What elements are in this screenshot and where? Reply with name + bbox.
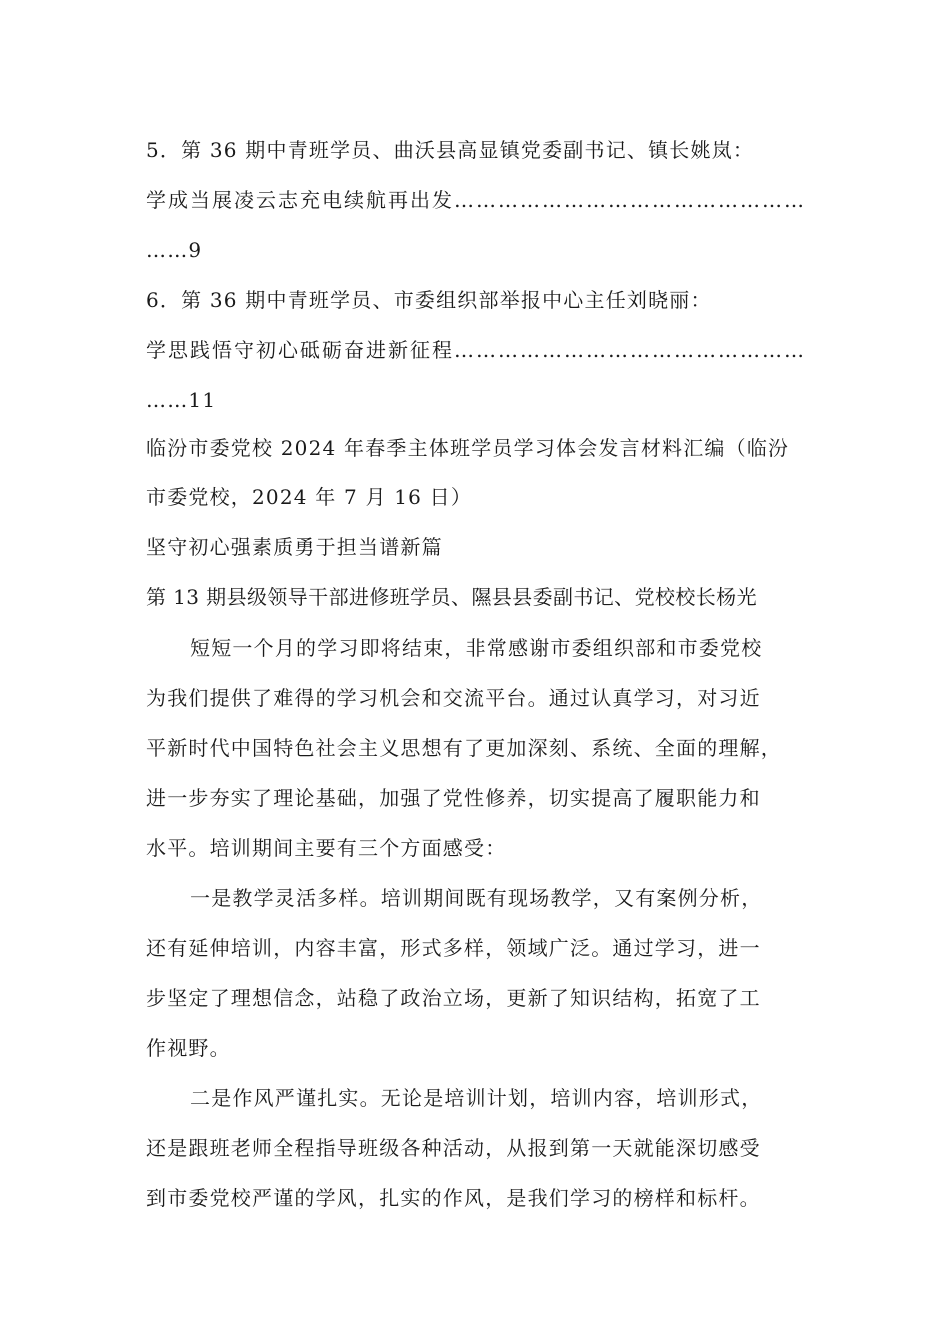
paragraph-2-line-1: 一是教学灵活多样。培训期间既有现场教学，又有案例分析，: [190, 886, 763, 910]
toc-entry-5-page: ……9: [146, 238, 203, 262]
toc-entry-5-heading: 5．第 36 期中青班学员、曲沃县高显镇党委副书记、镇长姚岚：: [146, 138, 755, 162]
paragraph-1-line-1: 短短一个月的学习即将结束，非常感谢市委组织部和市委党校: [190, 636, 763, 660]
toc-entry-6-page: ……11: [146, 388, 217, 412]
article-author: 第 13 期县级领导干部进修班学员、隰县县委副书记、党校校长杨光: [146, 585, 757, 609]
compilation-title-line-2: 市委党校，2024 年 7 月 16 日）: [146, 485, 473, 509]
paragraph-3-line-1: 二是作风严谨扎实。无论是培训计划，培训内容，培训形式，: [190, 1086, 763, 1110]
paragraph-2-line-4: 作视野。: [146, 1036, 231, 1060]
paragraph-3-line-2: 还是跟班老师全程指导班级各种活动，从报到第一天就能深切感受: [146, 1136, 761, 1160]
paragraph-1-line-5: 水平。培训期间主要有三个方面感受：: [146, 836, 507, 860]
paragraph-1-line-2: 为我们提供了难得的学习机会和交流平台。通过认真学习，对习近: [146, 686, 761, 710]
compilation-title-line-1: 临汾市委党校 2024 年春季主体班学员学习体会发言材料汇编（临汾: [146, 436, 790, 460]
paragraph-1-line-4: 进一步夯实了理论基础，加强了党性修养，切实提高了履职能力和: [146, 786, 761, 810]
article-title: 坚守初心强素质勇于担当谱新篇: [146, 535, 443, 559]
paragraph-2-line-3: 步坚定了理想信念，站稳了政治立场，更新了知识结构，拓宽了工: [146, 986, 761, 1010]
paragraph-1-line-3: 平新时代中国特色社会主义思想有了更加深刻、系统、全面的理解，: [146, 736, 782, 760]
toc-entry-5-title: 学成当展凌云志充电续航再出发…………………………………………: [146, 188, 806, 212]
toc-entry-6-heading: 6．第 36 期中青班学员、市委组织部举报中心主任刘晓丽：: [146, 288, 712, 312]
paragraph-3-line-3: 到市委党校严谨的学风，扎实的作风，是我们学习的榜样和标杆。: [146, 1186, 761, 1210]
paragraph-2-line-2: 还有延伸培训，内容丰富，形式多样，领域广泛。通过学习，进一: [146, 936, 761, 960]
toc-entry-6-title: 学思践悟守初心砥砺奋进新征程…………………………………………: [146, 338, 806, 362]
